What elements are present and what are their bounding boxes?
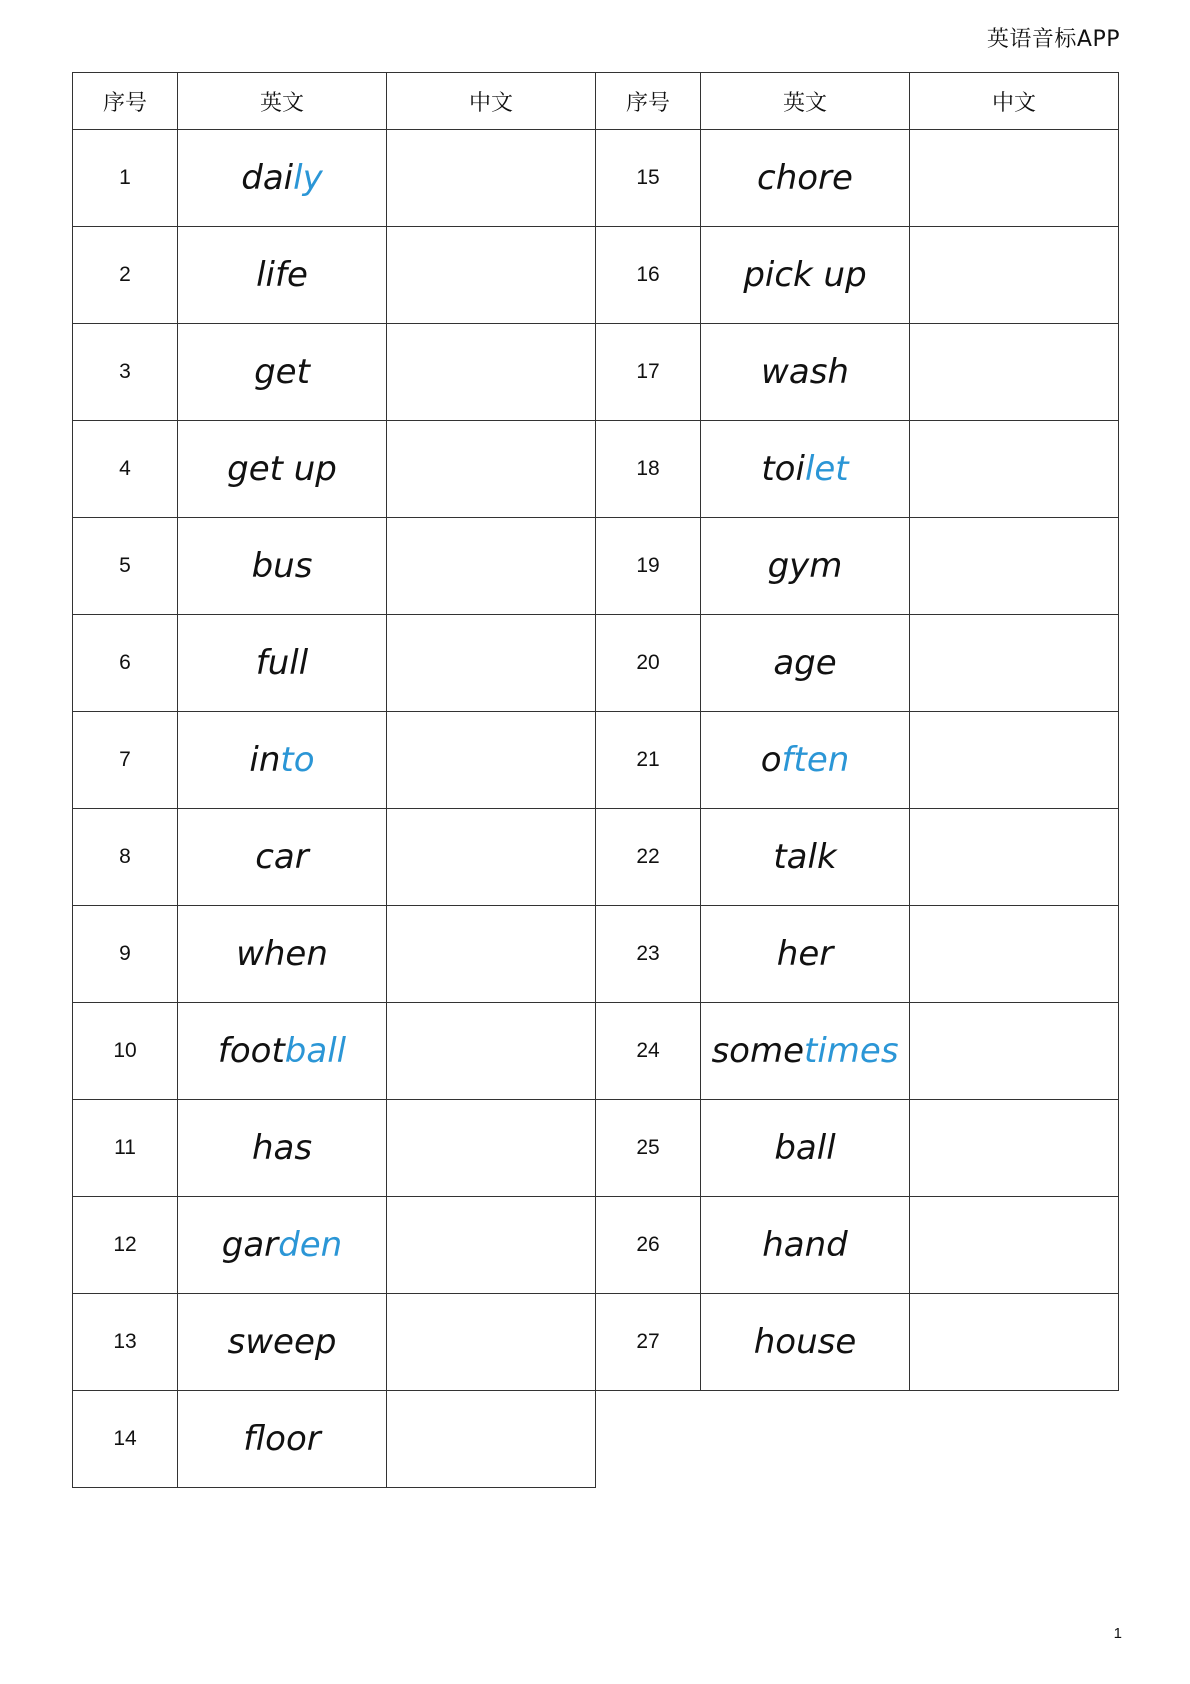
english-word bbox=[701, 809, 910, 906]
english-word-base: get bbox=[254, 352, 310, 392]
english-word-highlight: ball bbox=[284, 1031, 347, 1071]
table-row bbox=[73, 809, 1119, 906]
english-word bbox=[701, 324, 910, 421]
english-word bbox=[701, 227, 910, 324]
chinese-answer-cell[interactable] bbox=[387, 324, 596, 421]
english-word bbox=[701, 1003, 910, 1100]
word-number: 10 bbox=[73, 1003, 178, 1100]
header-english-left: 英文 bbox=[178, 73, 387, 130]
chinese-answer-cell[interactable] bbox=[910, 130, 1119, 227]
english-word-base: has bbox=[251, 1128, 313, 1168]
chinese-answer-cell[interactable] bbox=[387, 712, 596, 809]
english-word-base: gar bbox=[221, 1225, 279, 1265]
english-word-base: some bbox=[711, 1031, 805, 1071]
english-word-base: in bbox=[249, 740, 281, 780]
word-number: 27 bbox=[596, 1294, 701, 1391]
word-number: 21 bbox=[596, 712, 701, 809]
word-number: 4 bbox=[73, 421, 178, 518]
word-number: 5 bbox=[73, 518, 178, 615]
table-row bbox=[73, 421, 1119, 518]
word-number: 18 bbox=[596, 421, 701, 518]
english-word bbox=[701, 906, 910, 1003]
word-number: 11 bbox=[73, 1100, 178, 1197]
chinese-answer-cell[interactable] bbox=[387, 421, 596, 518]
chinese-answer-cell[interactable] bbox=[910, 712, 1119, 809]
word-number: 13 bbox=[73, 1294, 178, 1391]
chinese-answer-cell[interactable] bbox=[910, 1100, 1119, 1197]
english-word-base: bus bbox=[251, 546, 313, 586]
table-row bbox=[73, 227, 1119, 324]
chinese-answer-cell[interactable] bbox=[910, 518, 1119, 615]
english-word-base: pick up bbox=[743, 255, 867, 295]
word-number: 2 bbox=[73, 227, 178, 324]
table-row bbox=[73, 1391, 1119, 1488]
word-number: 22 bbox=[596, 809, 701, 906]
english-word-base: car bbox=[255, 837, 309, 877]
english-word-base: full bbox=[255, 643, 309, 683]
table-row bbox=[73, 130, 1119, 227]
word-number: 14 bbox=[73, 1391, 178, 1488]
vocabulary-table-body bbox=[73, 130, 1119, 1488]
english-word bbox=[178, 421, 387, 518]
english-word bbox=[178, 712, 387, 809]
empty-cell bbox=[596, 1391, 701, 1488]
english-word-base: wash bbox=[761, 352, 849, 392]
english-word bbox=[701, 518, 910, 615]
chinese-answer-cell[interactable] bbox=[387, 518, 596, 615]
english-word-base: talk bbox=[773, 837, 837, 877]
english-word bbox=[178, 518, 387, 615]
empty-cell bbox=[910, 1391, 1119, 1488]
header-number-left: 序号 bbox=[73, 73, 178, 130]
chinese-answer-cell[interactable] bbox=[387, 1197, 596, 1294]
english-word-highlight: to bbox=[280, 740, 315, 780]
table-row bbox=[73, 615, 1119, 712]
table-row bbox=[73, 324, 1119, 421]
english-word-highlight: den bbox=[278, 1225, 343, 1265]
chinese-answer-cell[interactable] bbox=[387, 615, 596, 712]
header-chinese-right: 中文 bbox=[910, 73, 1119, 130]
chinese-answer-cell[interactable] bbox=[387, 906, 596, 1003]
word-number: 1 bbox=[73, 130, 178, 227]
english-word bbox=[701, 421, 910, 518]
header-chinese-left: 中文 bbox=[387, 73, 596, 130]
vocabulary-table-wrapper bbox=[72, 72, 1119, 1488]
page-number: 1 bbox=[1113, 1625, 1122, 1642]
chinese-answer-cell[interactable] bbox=[910, 1197, 1119, 1294]
chinese-answer-cell[interactable] bbox=[910, 809, 1119, 906]
english-word bbox=[178, 809, 387, 906]
english-word bbox=[701, 1100, 910, 1197]
word-number: 17 bbox=[596, 324, 701, 421]
brand-title: 英语音标APP bbox=[986, 27, 1120, 52]
english-word-highlight: ly bbox=[293, 158, 323, 198]
word-number: 8 bbox=[73, 809, 178, 906]
chinese-answer-cell[interactable] bbox=[910, 615, 1119, 712]
chinese-answer-cell[interactable] bbox=[387, 809, 596, 906]
word-number: 20 bbox=[596, 615, 701, 712]
chinese-answer-cell[interactable] bbox=[910, 1294, 1119, 1391]
chinese-answer-cell[interactable] bbox=[387, 130, 596, 227]
english-word-base: life bbox=[256, 255, 308, 295]
table-row bbox=[73, 712, 1119, 809]
word-number: 12 bbox=[73, 1197, 178, 1294]
english-word-base: dai bbox=[241, 158, 294, 198]
english-word-base: get up bbox=[227, 449, 337, 489]
table-row bbox=[73, 518, 1119, 615]
chinese-answer-cell[interactable] bbox=[387, 1391, 596, 1488]
table-row bbox=[73, 1197, 1119, 1294]
chinese-answer-cell[interactable] bbox=[387, 227, 596, 324]
english-word bbox=[701, 615, 910, 712]
word-number: 15 bbox=[596, 130, 701, 227]
english-word-highlight: times bbox=[804, 1031, 899, 1071]
vocabulary-table bbox=[72, 72, 1119, 1488]
english-word bbox=[178, 906, 387, 1003]
english-word bbox=[701, 1294, 910, 1391]
english-word-base: chore bbox=[757, 158, 853, 198]
english-word-base: toi bbox=[761, 449, 805, 489]
chinese-answer-cell[interactable] bbox=[387, 1100, 596, 1197]
table-row bbox=[73, 906, 1119, 1003]
chinese-answer-cell[interactable] bbox=[910, 227, 1119, 324]
english-word bbox=[178, 324, 387, 421]
table-header-row bbox=[73, 73, 1119, 130]
word-number: 6 bbox=[73, 615, 178, 712]
english-word bbox=[178, 1391, 387, 1488]
english-word-base: age bbox=[773, 643, 837, 683]
word-number: 26 bbox=[596, 1197, 701, 1294]
word-number: 9 bbox=[73, 906, 178, 1003]
english-word-base: o bbox=[760, 740, 782, 780]
english-word bbox=[701, 1197, 910, 1294]
english-word-base: sweep bbox=[227, 1322, 337, 1362]
english-word-base: her bbox=[776, 934, 834, 974]
english-word bbox=[178, 1294, 387, 1391]
word-number: 24 bbox=[596, 1003, 701, 1100]
empty-cell bbox=[701, 1391, 910, 1488]
english-word-base: hand bbox=[762, 1225, 848, 1265]
english-word-highlight: ften bbox=[781, 740, 850, 780]
chinese-answer-cell[interactable] bbox=[910, 906, 1119, 1003]
english-word bbox=[178, 130, 387, 227]
english-word-base: house bbox=[753, 1322, 857, 1362]
header-english-right: 英文 bbox=[701, 73, 910, 130]
word-number: 16 bbox=[596, 227, 701, 324]
chinese-answer-cell[interactable] bbox=[910, 1003, 1119, 1100]
word-number: 3 bbox=[73, 324, 178, 421]
word-number: 25 bbox=[596, 1100, 701, 1197]
english-word bbox=[178, 227, 387, 324]
english-word-highlight: let bbox=[804, 449, 849, 489]
english-word-base: floor bbox=[243, 1419, 321, 1459]
table-row bbox=[73, 1003, 1119, 1100]
table-row bbox=[73, 1100, 1119, 1197]
chinese-answer-cell[interactable] bbox=[387, 1294, 596, 1391]
english-word-base: foot bbox=[217, 1031, 285, 1071]
english-word bbox=[701, 712, 910, 809]
english-word-base: gym bbox=[767, 546, 843, 586]
chinese-answer-cell[interactable] bbox=[910, 421, 1119, 518]
english-word bbox=[178, 1100, 387, 1197]
english-word-base: ball bbox=[774, 1128, 836, 1168]
english-word bbox=[178, 1003, 387, 1100]
word-number: 7 bbox=[73, 712, 178, 809]
english-word-base: when bbox=[236, 934, 328, 974]
english-word bbox=[701, 130, 910, 227]
english-word bbox=[178, 1197, 387, 1294]
chinese-answer-cell[interactable] bbox=[910, 324, 1119, 421]
word-number: 19 bbox=[596, 518, 701, 615]
chinese-answer-cell[interactable] bbox=[387, 1003, 596, 1100]
header-number-right: 序号 bbox=[596, 73, 701, 130]
word-number: 23 bbox=[596, 906, 701, 1003]
english-word bbox=[178, 615, 387, 712]
table-row bbox=[73, 1294, 1119, 1391]
